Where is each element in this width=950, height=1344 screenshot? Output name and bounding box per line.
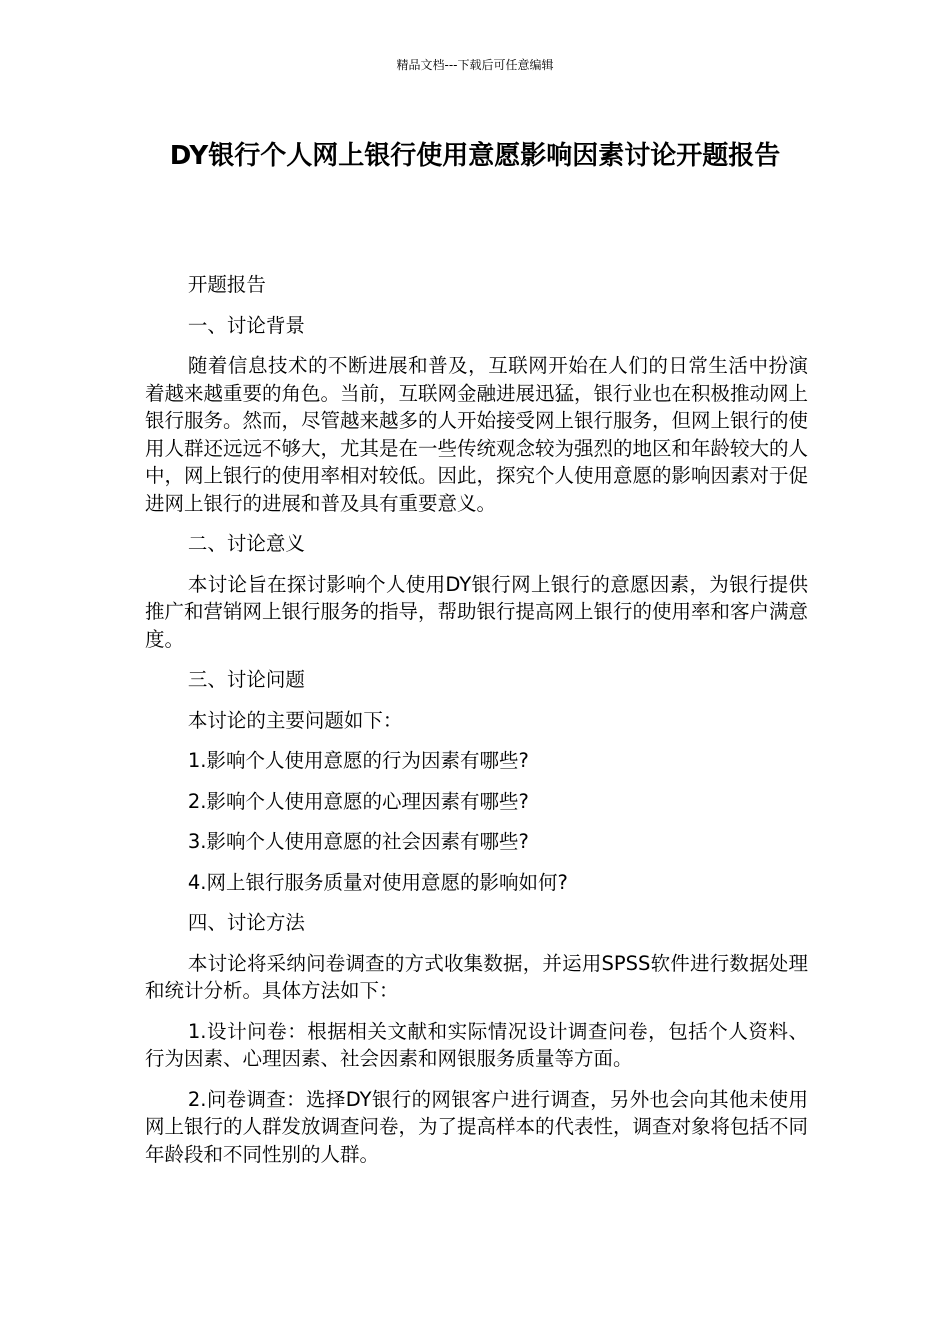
paragraph-significance: 本讨论旨在探讨影响个人使用DY银行网上银行的意愿因素，为银行提供推广和营销网上银行服务的指导，帮助银行提高网上银行的使用率和客户满意度。 [145, 572, 809, 651]
page-header-watermark: 精品文档---下载后可任意编辑 [396, 58, 554, 72]
list-item-question-1: 1.影响个人使用意愿的行为因素有哪些? [187, 749, 529, 772]
list-item-method-1: 1.设计问卷：根据相关文献和实际情况设计调查问卷，包括个人资料、行为因素、心理因素、社会因素和网银服务质量等方面。 [145, 1019, 808, 1070]
document-body [145, 271, 808, 1181]
section-heading-methods: 四、讨论方法 [187, 911, 305, 934]
list-item-question-4: 4.网上银行服务质量对使用意愿的影响如何? [187, 870, 568, 894]
list-item-method-2: 2.问卷调查：选择DY银行的网银客户进行调查，另外也会向其他未使用网上银行的人群发放调查问卷，为了提高样本的代表性，调查对象将包括不同年龄段和不同性别的人群。 [145, 1087, 809, 1166]
section-heading-questions: 三、讨论问题 [187, 668, 305, 691]
section-label-proposal: 开题报告 [187, 273, 266, 296]
list-item-question-3: 3.影响个人使用意愿的社会因素有哪些? [187, 830, 529, 853]
paragraph-background: 随着信息技术的不断进展和普及，互联网开始在人们的日常生活中扮演着越来越重要的角色。当前，互联网金融进展迅猛，银行业也在积极推动网上银行服务。然而，尽管越来越多的人开始接受网上银行服务，但网上银行的使用人群还远远不够大，尤其是在一些传统观念较为强烈的地区和年龄较大的人中，网上银行的使用率相对较低。因此，探究个人使用意愿的影响因素对于促进网上银行的进展和普及具有重要意义。 [145, 354, 809, 515]
paragraph-questions-intro: 本讨论的主要问题如下： [187, 708, 403, 732]
paragraph-methods-intro: 本讨论将采纳问卷调查的方式收集数据，并运用SPSS软件进行数据处理和统计分析。具体方法如下： [145, 951, 808, 1002]
section-heading-background: 一、讨论背景 [187, 313, 305, 337]
section-heading-significance: 二、讨论意义 [187, 532, 305, 555]
list-item-question-2: 2.影响个人使用意愿的心理因素有哪些? [187, 789, 529, 813]
document-title: DY银行个人网上银行使用意愿影响因素讨论开题报告 [169, 141, 781, 171]
